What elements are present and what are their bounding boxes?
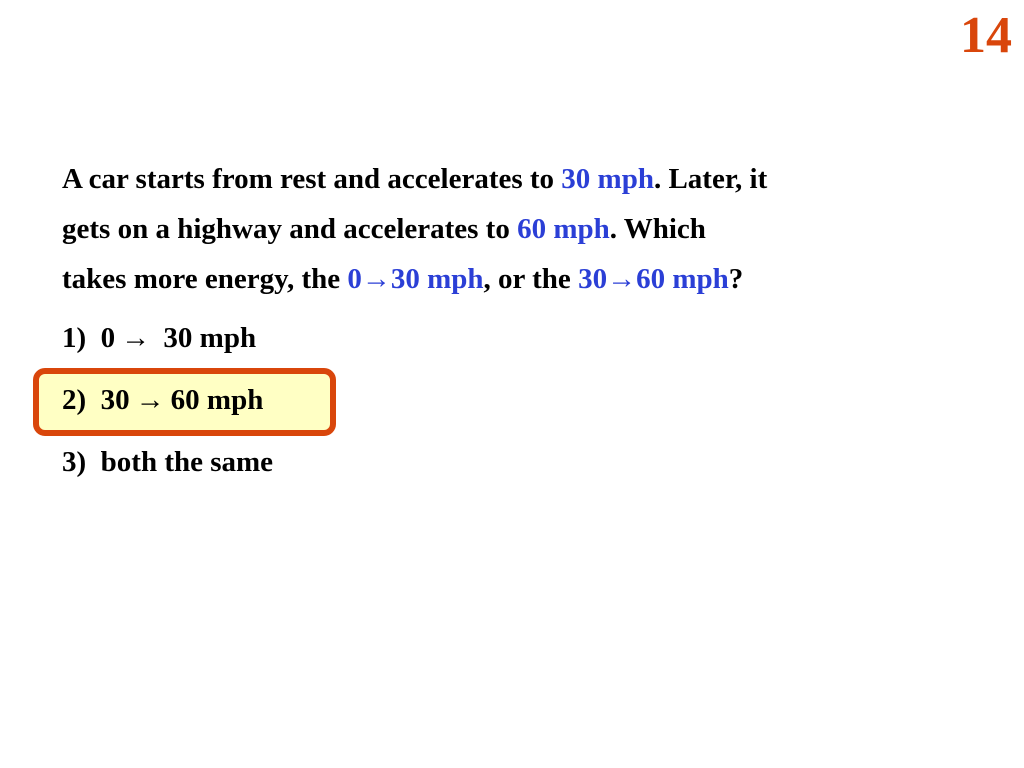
range-start: 30	[578, 263, 608, 295]
speed-60-highlight: 60 mph	[517, 213, 610, 245]
answer-option-1[interactable]	[62, 318, 256, 358]
range-start: 0	[347, 263, 362, 295]
option-number: 3)	[62, 446, 87, 478]
option-text: both the same	[100, 446, 274, 478]
question-text	[62, 154, 942, 304]
question-text-segment: A car starts from rest and accelerates to	[62, 163, 562, 195]
question-text-segment: takes more energy, the	[62, 263, 348, 295]
option-number: 2)	[62, 384, 87, 416]
question-text-segment: gets on a highway and accelerates to	[62, 213, 518, 245]
option-to: 30 mph	[163, 322, 257, 354]
option-to: 60 mph	[170, 384, 264, 416]
range-0-to-30-highlight	[347, 263, 483, 295]
slide-number: 14	[960, 7, 1012, 64]
answer-option-3[interactable]	[62, 442, 273, 482]
arrow-icon: →	[607, 263, 637, 295]
option-number: 1)	[62, 322, 87, 354]
question-text-segment: ?	[728, 263, 744, 295]
option-from: 0	[100, 322, 116, 354]
arrow-icon: →	[121, 322, 151, 354]
speed-30-highlight: 30 mph	[561, 163, 654, 195]
option-from: 30	[100, 384, 130, 416]
question-line-3	[62, 254, 942, 304]
question-text-segment: . Later, it	[653, 163, 768, 195]
question-line-2	[62, 204, 942, 254]
question-text-segment: , or the	[483, 263, 579, 295]
question-text-segment: . Which	[609, 213, 706, 245]
range-30-to-60-highlight	[578, 263, 729, 295]
range-end: 30 mph	[390, 263, 484, 295]
arrow-icon: →	[135, 384, 165, 416]
range-end: 60 mph	[636, 263, 729, 295]
question-line-1	[62, 154, 942, 204]
answer-option-2[interactable]	[62, 380, 263, 420]
arrow-icon: →	[361, 263, 391, 295]
